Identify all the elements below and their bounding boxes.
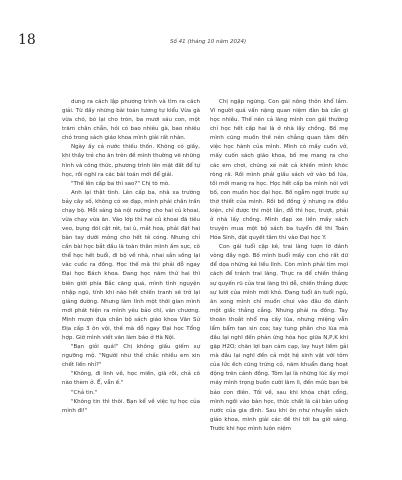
paragraph: "Không, đi linh về, học miền, già rồi, chả cô nào thèm ở. Ế, vẫn ế."	[62, 371, 200, 387]
paragraph: "Thế lên cấp ba thì sao?" Chị tò mò.	[71, 180, 170, 187]
paragraph: dung ra cách lập phương trình và tìm ra cách giải. Từ đấy những bài toán tương tự kiểu Vừa gà vừa chó, bó lại cho tròn, ba mươi sáu con, một trăm chân chẵn, hỏi có bao nhiêu gà, bao nhiêu chó trong sách giáo khoa mình giải rất nhàn.	[62, 99, 200, 142]
paragraph: "Chả tin."	[71, 389, 98, 396]
issue-info: Số 41 (tháng 10 năm 2024)	[170, 39, 247, 45]
right-text-column	[210, 98, 348, 434]
page-number: 18	[18, 32, 36, 48]
paragraph: "Bạn giỏi quá!" Chị không giấu giếm sự ngưỡng mộ. "Người như thế chắc nhiều em xin chết liền nhỉ?"	[62, 344, 200, 369]
paragraph: "Không tin thì thôi. Bạn kể về việc tự học của mình đi!"	[62, 398, 200, 414]
paragraph: Con gái tuổi cập kê, trai làng lượn lờ đánh vòng đầy ngõ. Bố mình buổi mấy con chó rất dữ để dọa những kẻ liều lĩnh. Còn mình phải tìm mọi cách để tránh trai làng. Thực ra để chiến thắng sự quyến rũ của trai làng thì dễ, chiến thắng được sự lười của mình mới khó. Đang tuổi ăn tuổi ngủ, ăn xong mình chỉ muốn chui vào đâu đó đánh một giấc thẳng cẳng. Nhưng phải ra đồng. Tay thoăn thoắt nhổ mạ cấy lúa, nhưng miệng vẫn lẩm bẩm tan sin cos; tay tung phân cho lúa mà đầu lại nghĩ đến phản ứng hóa học giữa N,P,K khi gặp H2O; chăn lợi bạn cám cạp, lay huyt liềm gải mà đầu lại nghĩ đến cả một hệ sinh vật với tôm của lức ếch cũng trứng cỏ, năm khuẩn đang hoạt động trên cánh đồng. Tôm lại là những lúc ấy mọi máy mình trọng buồn cười làm lì, đến mức bạn bè bảo con điên. Tối về, sau khi khóa chặt cổng, mình ngồi vào bàn học, thức chất là cái bàn uống nước của gia đình. Sau khi ôn như nhuyễn sách giáo khoa, mình giải các đề thi tới ba giờ sáng. Trước khi học mình luôn niệm	[210, 244, 348, 432]
paragraph: Anh lại thật tình. Lên cấp ba, nhà xa trường bảy cây số, không có xe đạp, mình phải chân trần chạy bộ. Mỗi sáng bà nội nướng cho hai củ khoai, vừa chạy vừa ăn. Vào lớp thì hai củ khoai đã tiêu veo, bụng đói cật rét, tai ù, mắt hoa, phải đặt hai bàn tay dưới mông cho hết tê cóng. Nhưng chỉ cần bài học bắt đầu là toàn thân mình ấm sực, cô thể học hết buổi, đi bộ về nhà, nhai sắn sống lại vác cuốc ra đồng. Học thế mà thi phải đỗ ngay Đại học Bách khoa. Đang học năm thứ hai thì biên giới phía Bắc căng quá, mình tình nguyện nhập ngũ, tính khi nào hết chiến tranh sẽ trở lại giảng đường. Nhưng làm lính một thời gian mình mới phát hiện ra mình yêu bảo chí, văn chương. Mình mượn đựa chân bộ sách giáo khoa Văn Sử Địa cấp 3 ôn vội, thế mà đỗ ngay Đại học Tổng hợp. Giờ mình viết văn làm báo ở Hà Nội.	[62, 189, 200, 342]
paragraph: Chị ngập ngừng. Con gái nông thôn khổ lắm. Vì người quá vấn nặng quan niệm đàn bà cần gì học nhiều. Thế nên cả làng mình con gái thường chỉ học hết cấp hai là ở nhà lấy chồng. Bố mẹ mình cũng muốn thế nên chẳng quan tâm đến việc học hành của mình. Mình có mấy cuốn vở, mấy cuốn sách giáo khoa, bố mẹ mang ra cho các em chơi, chúng xé nát cả khiến mình khóc ròng rã. Rồi mình phải giấu sách vở vào bồ lúa, tối mới mang ra học. Học hết cấp ba mình nói với bố, con muốn học đại học. Bố ngẫm ngợi trước sự thờ thiết của mình. Rồi bố đồng ý nhưng ra điều kiện, chỉ được thi một lần, đỗ thì học, trượt, phải ở nhà lấy chồng. Mình đạp xe liền mấy sách truyện mua một bộ sách ba tuyển đề thi Toán Hóa Sinh, đặt quyết tâm thi vào Đại học Y.	[210, 99, 348, 242]
paragraph: Ngày ấy cả nước thiếu thốn. Không có giấy, khi thầy trẻ cho ăn trên đề mình thường vẽ những hình và công thức, phương trình lên mặt đất để tự học, rồi nghĩ ra các bài toán mới để giải.	[62, 144, 200, 178]
left-text-column	[62, 98, 200, 416]
